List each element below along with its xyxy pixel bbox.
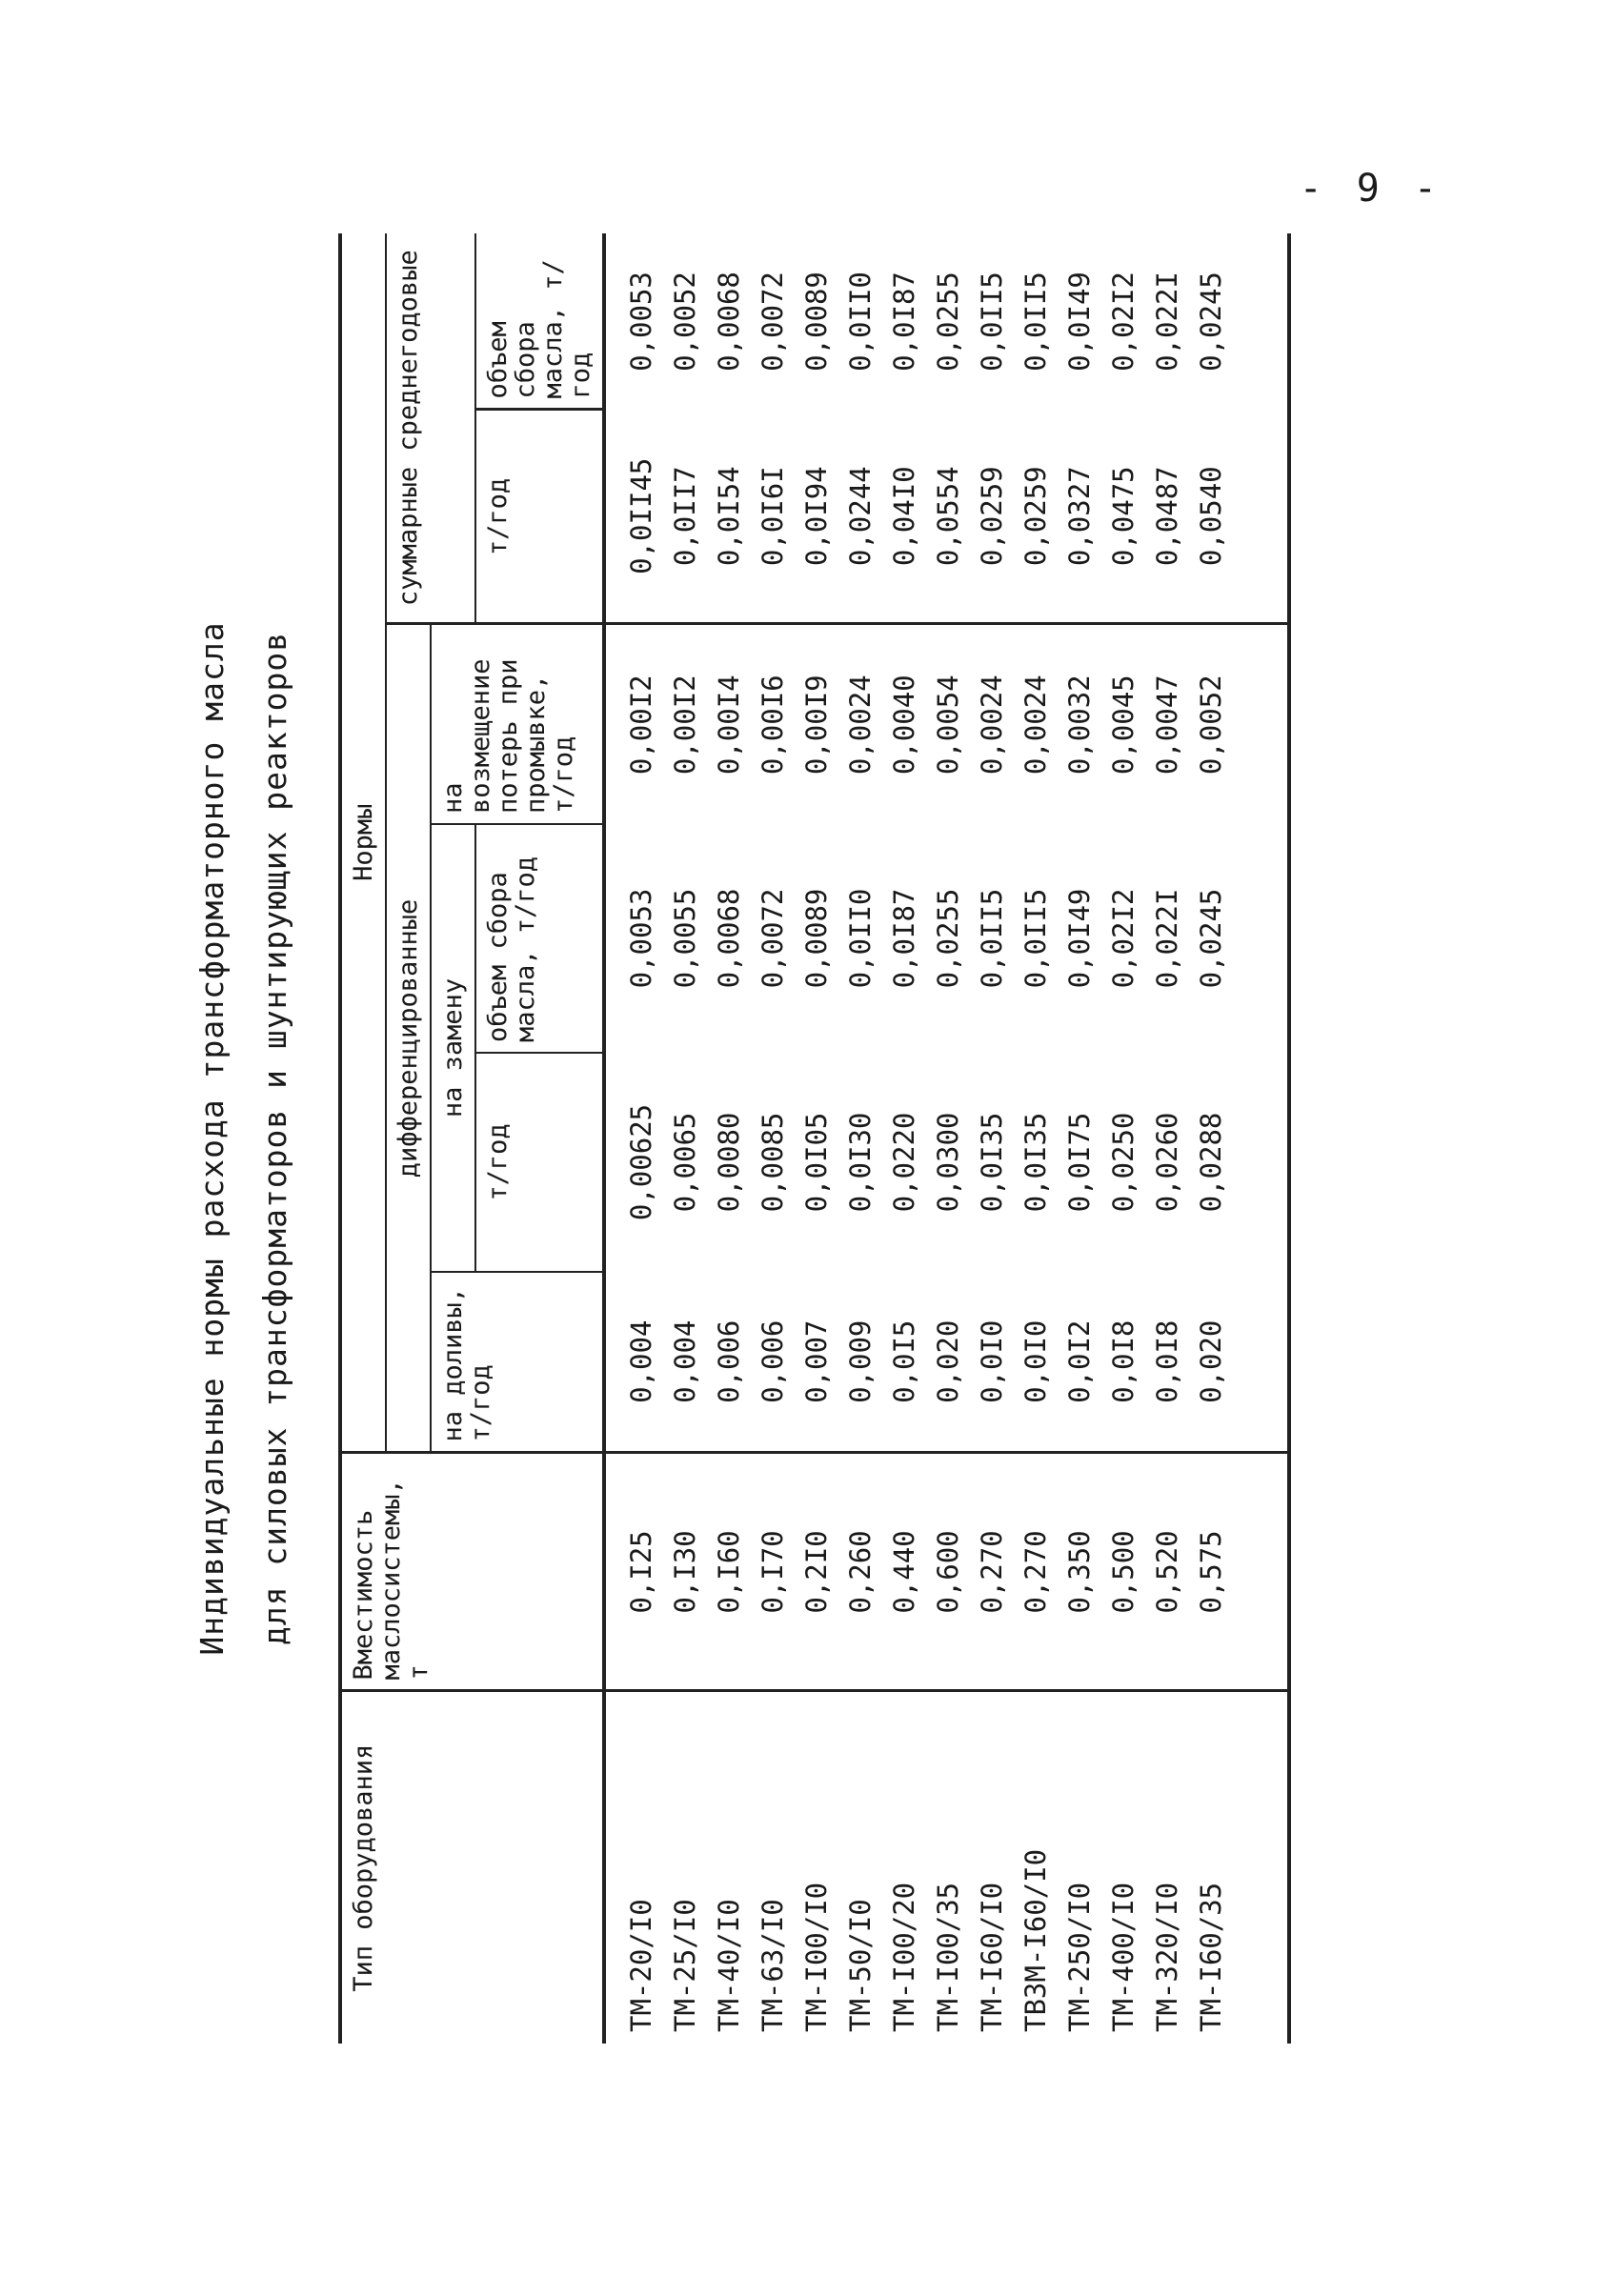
cell-topping: 0,006 — [713, 1319, 745, 1403]
cell-summary: 0,0554 — [932, 466, 964, 567]
cell-collect: 0,0055 — [669, 888, 701, 989]
cell-summary-collect: 0,0II0 — [844, 272, 877, 372]
cell-summary-column — [604, 410, 1289, 624]
cell-summary-collect: 0,022I — [1151, 272, 1183, 372]
cell-type: ТВЗМ-I60/I0 — [1019, 1848, 1052, 2032]
cell-topping: 0,006 — [757, 1319, 789, 1403]
title-line-2: для силовых трансформаторов и шунтирующих реакторов — [256, 631, 293, 1646]
norms-body — [604, 233, 1289, 2044]
cell-losses: 0,0024 — [844, 675, 877, 775]
cell-summary-collect: 0,0089 — [800, 272, 833, 372]
cell-type: ТМ-250/I0 — [1063, 1882, 1096, 2032]
cell-losses: 0,00I2 — [625, 675, 657, 775]
cell-capacity: 0,I70 — [757, 1530, 789, 1614]
cell-capacity: 0,500 — [1107, 1530, 1140, 1614]
cell-type: ТМ-I00/20 — [888, 1882, 920, 2032]
header-losses: на возмещение потерь при промывке, т/год — [431, 624, 604, 824]
cell-type: ТМ-20/I0 — [625, 1899, 657, 2032]
header-sum-tyear: т/год — [483, 477, 513, 556]
cell-summary: 0,0540 — [1195, 466, 1227, 567]
cell-topping: 0,0I0 — [1019, 1319, 1052, 1403]
cell-capacity-column — [604, 1453, 1289, 1691]
cell-summary: 0,0487 — [1151, 466, 1183, 567]
cell-summary-collect: 0,0072 — [757, 272, 789, 372]
cell-collect: 0,022I — [1151, 888, 1183, 989]
cell-replacement: 0,0I30 — [844, 1112, 877, 1213]
cell-type: ТМ-25/I0 — [669, 1899, 701, 2032]
cell-collect: 0,0I87 — [888, 888, 920, 989]
cell-losses: 0,00I4 — [713, 675, 745, 775]
cell-type-column — [604, 1691, 1289, 2044]
cell-summary: 0,0259 — [1019, 466, 1052, 567]
cell-replacement: 0,0288 — [1195, 1112, 1227, 1213]
cell-summary-collect: 0,0255 — [932, 272, 964, 372]
cell-replacement: 0,00625 — [625, 1103, 657, 1221]
cell-replacement: 0,0I05 — [800, 1112, 833, 1213]
cell-replacement: 0,0250 — [1107, 1112, 1140, 1213]
cell-summary: 0,0I94 — [800, 466, 833, 567]
cell-summary-collect: 0,0I87 — [888, 272, 920, 372]
title-line-1: Индивидуальные нормы расхода трансформаторного масла — [193, 621, 231, 1656]
cell-topping: 0,020 — [1195, 1319, 1227, 1403]
cell-topping: 0,0I0 — [976, 1319, 1008, 1403]
cell-replacement: 0,0I35 — [976, 1112, 1008, 1213]
cell-capacity: 0,I30 — [669, 1530, 701, 1614]
cell-losses: 0,0024 — [1019, 675, 1052, 775]
cell-summary-collect: 0,0068 — [713, 272, 745, 372]
cell-summary: 0,0327 — [1063, 466, 1096, 567]
cell-type: ТМ-63/I0 — [757, 1899, 789, 2032]
cell-replacement: 0,0300 — [932, 1112, 964, 1213]
cell-collect: 0,0068 — [713, 888, 745, 989]
cell-losses: 0,0052 — [1195, 675, 1227, 775]
cell-capacity: 0,270 — [976, 1530, 1008, 1614]
cell-type: ТМ-400/I0 — [1107, 1882, 1140, 2032]
norms-table — [338, 233, 1291, 2044]
cell-capacity: 0,I25 — [625, 1530, 657, 1614]
cell-capacity: 0,440 — [888, 1530, 920, 1614]
cell-capacity: 0,520 — [1151, 1530, 1183, 1614]
cell-replacement: 0,0I35 — [1019, 1112, 1052, 1213]
cell-collect: 0,0255 — [932, 888, 964, 989]
cell-summary: 0,0I54 — [713, 466, 745, 567]
cell-losses: 0,00I9 — [800, 675, 833, 775]
cell-capacity: 0,260 — [844, 1530, 877, 1614]
cell-replacement: 0,0260 — [1151, 1112, 1183, 1213]
header-repl-collect: объем сбора масла, т/год — [475, 824, 604, 1053]
cell-summary: 0,0244 — [844, 466, 877, 567]
table-title — [181, 233, 307, 2044]
header-sum-collect: объем сбора масла, т/год — [475, 233, 604, 410]
header-differentiated: дифференцированные — [386, 624, 431, 1453]
header-replacement: на замену — [431, 824, 475, 1272]
cell-collect-column — [604, 824, 1289, 1053]
cell-summary: 0,0II7 — [669, 466, 701, 567]
cell-summary: 0,0259 — [976, 466, 1008, 567]
cell-capacity: 0,575 — [1195, 1530, 1227, 1614]
cell-collect: 0,0II5 — [976, 888, 1008, 989]
cell-collect: 0,0089 — [800, 888, 833, 989]
cell-collect: 0,0245 — [1195, 888, 1227, 989]
cell-collect: 0,0I49 — [1063, 888, 1096, 989]
cell-type: ТМ-I60/I0 — [976, 1882, 1008, 2032]
cell-losses: 0,0040 — [888, 675, 920, 775]
cell-losses: 0,0045 — [1107, 675, 1140, 775]
cell-losses-column — [604, 624, 1289, 824]
cell-capacity: 0,600 — [932, 1530, 964, 1614]
cell-losses: 0,00I6 — [757, 675, 789, 775]
cell-summary: 0,0II45 — [625, 457, 657, 574]
cell-replacement: 0,0065 — [669, 1112, 701, 1213]
cell-collect: 0,02I2 — [1107, 888, 1140, 989]
cell-type: ТМ-I00/35 — [932, 1882, 964, 2032]
cell-topping: 0,004 — [625, 1319, 657, 1403]
cell-replacement-column — [604, 1053, 1289, 1272]
page-number: - 9 - — [1299, 167, 1443, 211]
cell-summary-collect: 0,02I2 — [1107, 272, 1140, 372]
cell-replacement: 0,0085 — [757, 1112, 789, 1213]
cell-capacity: 0,I60 — [713, 1530, 745, 1614]
cell-summary-collect: 0,0053 — [625, 272, 657, 372]
cell-losses: 0,0032 — [1063, 675, 1096, 775]
cell-summary-collect: 0,0I49 — [1063, 272, 1096, 372]
cell-capacity: 0,270 — [1019, 1530, 1052, 1614]
header-type: Тип оборудования — [340, 1691, 604, 2044]
cell-topping-column — [604, 1272, 1289, 1453]
header-norms: Нормы — [340, 233, 386, 1453]
header-summary: суммарные среднегодовые — [386, 233, 475, 624]
rotated-table-block — [193, 233, 1291, 2044]
cell-type: ТМ-40/I0 — [713, 1899, 745, 2032]
cell-losses: 0,0054 — [932, 675, 964, 775]
cell-summary-collect-column — [604, 233, 1289, 410]
cell-topping: 0,020 — [932, 1319, 964, 1403]
cell-topping: 0,0I8 — [1107, 1319, 1140, 1403]
cell-capacity: 0,350 — [1063, 1530, 1096, 1614]
cell-type: ТМ-I60/35 — [1195, 1882, 1227, 2032]
cell-type: ТМ-320/I0 — [1151, 1882, 1183, 2032]
cell-summary-collect: 0,0II5 — [1019, 272, 1052, 372]
cell-topping: 0,009 — [844, 1319, 877, 1403]
cell-replacement: 0,0220 — [888, 1112, 920, 1213]
cell-topping: 0,0I2 — [1063, 1319, 1096, 1403]
table-data-row — [604, 233, 1289, 2044]
cell-topping: 0,0I8 — [1151, 1319, 1183, 1403]
cell-topping: 0,004 — [669, 1319, 701, 1403]
cell-capacity: 0,2I0 — [800, 1530, 833, 1614]
cell-type: ТМ-I00/I0 — [800, 1882, 833, 2032]
cell-collect: 0,0053 — [625, 888, 657, 989]
cell-replacement: 0,0I75 — [1063, 1112, 1096, 1213]
cell-summary: 0,04I0 — [888, 466, 920, 567]
cell-collect: 0,0II0 — [844, 888, 877, 989]
cell-summary: 0,0I6I — [757, 466, 789, 567]
header-repl-tyear: т/год — [475, 1053, 604, 1272]
cell-type: ТМ-50/I0 — [844, 1899, 877, 2032]
cell-collect: 0,0II5 — [1019, 888, 1052, 989]
cell-summary-collect: 0,0II5 — [976, 272, 1008, 372]
cell-losses: 0,00I2 — [669, 675, 701, 775]
cell-summary-collect: 0,0245 — [1195, 272, 1227, 372]
header-capacity: Вместимость маслосистемы, т — [340, 1453, 604, 1691]
cell-replacement: 0,0080 — [713, 1112, 745, 1213]
cell-summary-collect: 0,0052 — [669, 272, 701, 372]
header-topping: на доливы, т/год — [431, 1272, 604, 1453]
cell-topping: 0,007 — [800, 1319, 833, 1403]
cell-losses: 0,0024 — [976, 675, 1008, 775]
cell-collect: 0,0072 — [757, 888, 789, 989]
cell-losses: 0,0047 — [1151, 675, 1183, 775]
cell-topping: 0,0I5 — [888, 1319, 920, 1403]
cell-summary: 0,0475 — [1107, 466, 1140, 567]
